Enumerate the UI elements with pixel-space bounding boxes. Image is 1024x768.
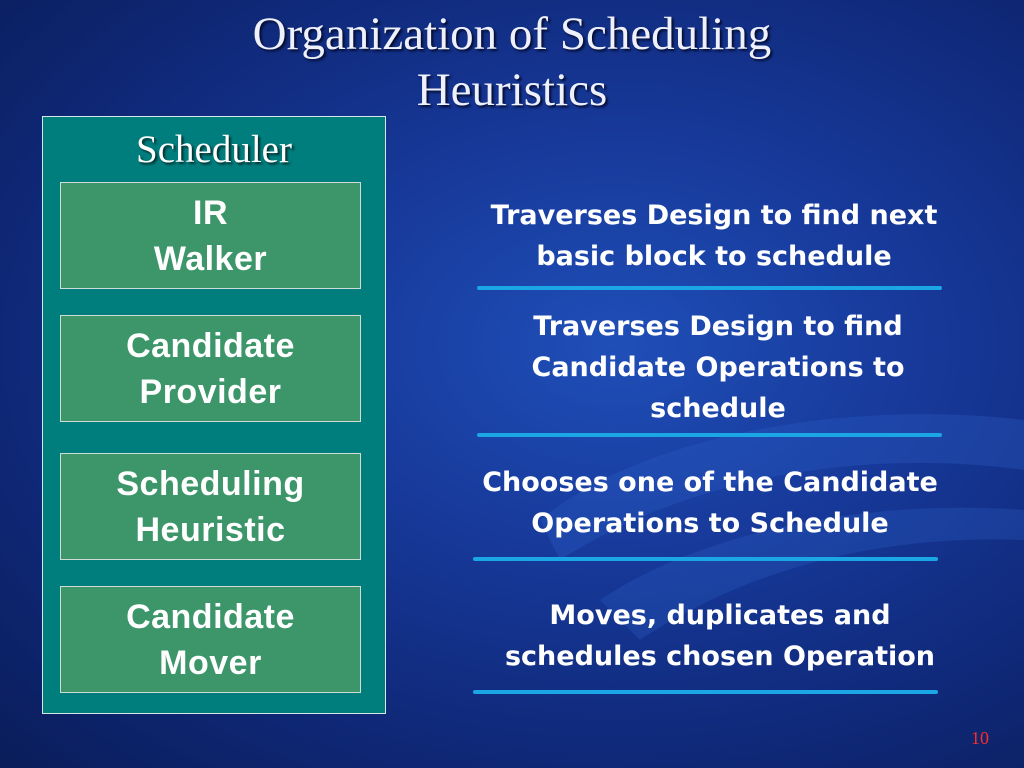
module-label-line2: Mover	[159, 643, 262, 682]
module-candidate-provider	[60, 315, 361, 422]
divider-4	[473, 690, 938, 694]
description-candidate-provider	[418, 306, 1018, 429]
scheduler-label: Scheduler	[136, 128, 292, 171]
page-title	[0, 6, 1024, 118]
divider-2	[477, 433, 942, 437]
description-candidate-mover	[420, 595, 1020, 677]
divider-3	[473, 557, 938, 561]
module-label-line1: Scheduling	[116, 464, 305, 503]
module-label-line2: Walker	[153, 239, 268, 278]
module-label-line2: Heuristic	[135, 510, 286, 549]
description-line: Operations to Schedule	[531, 508, 889, 539]
module-label-line2: Provider	[139, 372, 282, 411]
module-scheduling-heuristic	[60, 453, 361, 560]
module-label-line1: Candidate	[126, 326, 295, 365]
description-scheduling-heuristic	[410, 462, 1010, 544]
description-line: Moves, duplicates and	[549, 600, 891, 631]
description-ir-walker	[414, 195, 1014, 277]
description-line: basic block to schedule	[536, 241, 892, 272]
module-label-line1: Candidate	[126, 597, 295, 636]
description-line: Traverses Design to find	[533, 311, 903, 342]
description-line: Chooses one of the Candidate	[482, 467, 938, 498]
description-line: Traverses Design to find next	[490, 200, 938, 231]
module-candidate-mover	[60, 586, 361, 693]
description-line: Candidate Operations to	[531, 352, 905, 383]
description-line: schedule	[650, 393, 786, 424]
page-number: 10	[971, 728, 989, 748]
title-line-2: Heuristics	[416, 64, 608, 116]
module-ir-walker	[60, 182, 361, 289]
description-line: schedules chosen Operation	[504, 641, 936, 672]
module-label-line1: IR	[193, 193, 228, 232]
title-line-1: Organization of Scheduling	[252, 8, 772, 60]
divider-1	[477, 286, 942, 290]
